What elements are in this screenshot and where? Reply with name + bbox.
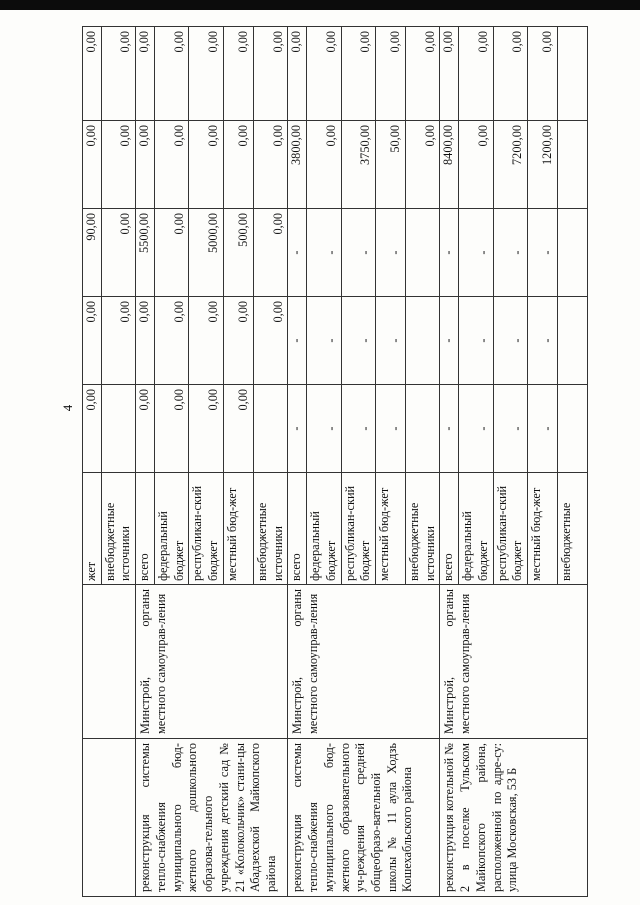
value-cell: 0,00 bbox=[459, 121, 493, 209]
value-cell: 0,00 bbox=[307, 121, 341, 209]
value-cell: - bbox=[307, 209, 341, 297]
value-cell: - bbox=[493, 209, 527, 297]
source-cell: местный бюд-жет bbox=[223, 473, 253, 585]
description-cell bbox=[83, 739, 136, 897]
value-cell: 500,00 bbox=[223, 209, 253, 297]
project-description: реконструкция системы тепло-снабжения муниципального бюд-жетного образовательного уч-реждения средней общеобразо-вательной школы № 11 аула Ходзь Кошехабльского района bbox=[288, 739, 440, 897]
value-cell bbox=[558, 209, 588, 297]
value-cell: 8400,00 bbox=[440, 121, 459, 209]
value-cell: - bbox=[288, 385, 307, 473]
funding-table bbox=[82, 26, 588, 897]
source-cell: республикан-ский бюджет bbox=[189, 473, 223, 585]
value-cell: - bbox=[528, 297, 558, 385]
value-cell: - bbox=[440, 209, 459, 297]
value-cell: 3800,00 bbox=[288, 121, 307, 209]
value-cell: 0,00 bbox=[459, 27, 493, 121]
value-cell: 0,00 bbox=[101, 121, 135, 209]
value-cell: 0,00 bbox=[253, 121, 287, 209]
value-cell: 0,00 bbox=[406, 121, 440, 209]
value-cell bbox=[558, 385, 588, 473]
value-cell: 0,00 bbox=[136, 121, 155, 209]
value-cell: 0,00 bbox=[83, 27, 102, 121]
value-cell: 0,00 bbox=[189, 121, 223, 209]
value-cell: 0,00 bbox=[136, 27, 155, 121]
rotated-page bbox=[58, 27, 636, 897]
source-cell: внебюджетные bbox=[558, 473, 588, 585]
value-cell: 0,00 bbox=[288, 27, 307, 121]
value-cell: 0,00 bbox=[154, 27, 188, 121]
value-cell: 0,00 bbox=[189, 297, 223, 385]
source-cell: федеральный бюджет bbox=[154, 473, 188, 585]
value-cell: 0,00 bbox=[101, 27, 135, 121]
value-cell: 0,00 bbox=[154, 297, 188, 385]
source-cell: жет bbox=[83, 473, 102, 585]
value-cell: 5000,00 bbox=[189, 209, 223, 297]
value-cell: 0,00 bbox=[154, 121, 188, 209]
source-cell: всего bbox=[288, 473, 307, 585]
value-cell: 3750,00 bbox=[341, 121, 375, 209]
value-cell: 90,00 bbox=[83, 209, 102, 297]
source-cell: всего bbox=[136, 473, 155, 585]
value-cell bbox=[558, 297, 588, 385]
value-cell: 0,00 bbox=[154, 385, 188, 473]
value-cell: 0,00 bbox=[253, 27, 287, 121]
value-cell: 0,00 bbox=[528, 27, 558, 121]
value-cell: - bbox=[459, 209, 493, 297]
value-cell bbox=[253, 385, 287, 473]
value-cell: 7200,00 bbox=[493, 121, 527, 209]
source-cell: федеральный бюджет bbox=[307, 473, 341, 585]
value-cell: - bbox=[440, 297, 459, 385]
value-cell: 0,00 bbox=[223, 27, 253, 121]
value-cell: - bbox=[440, 385, 459, 473]
value-cell: - bbox=[459, 385, 493, 473]
page-number: 4 bbox=[60, 404, 75, 412]
source-cell: внебюджетные источники bbox=[406, 473, 440, 585]
value-cell: 0,00 bbox=[253, 209, 287, 297]
value-cell: 0,00 bbox=[223, 297, 253, 385]
value-cell: - bbox=[307, 385, 341, 473]
value-cell: - bbox=[288, 209, 307, 297]
value-cell: 0,00 bbox=[189, 385, 223, 473]
executor-cell: Минстрой, органы местного самоуправ-ления bbox=[136, 585, 288, 739]
value-cell: - bbox=[341, 209, 375, 297]
value-cell bbox=[406, 297, 440, 385]
scan-top-border bbox=[0, 0, 640, 10]
value-cell: 0,00 bbox=[223, 121, 253, 209]
value-cell: 0,00 bbox=[376, 27, 406, 121]
value-cell: 5500,00 bbox=[136, 209, 155, 297]
project-description: реконструкция системы тепло-снабжения муниципального бюд-жетного дошкольного образова-тельного учреждения детский сад № 21 «Колокольчик» стани-цы Абадзехской Майкопского района bbox=[136, 739, 288, 897]
value-cell: 50,00 bbox=[376, 121, 406, 209]
source-cell: федеральный бюджет bbox=[459, 473, 493, 585]
value-cell: - bbox=[376, 297, 406, 385]
value-cell: - bbox=[493, 297, 527, 385]
source-cell: внебюджетные источники bbox=[101, 473, 135, 585]
value-cell: - bbox=[376, 209, 406, 297]
value-cell bbox=[406, 385, 440, 473]
value-cell bbox=[406, 209, 440, 297]
executor-cell bbox=[83, 585, 136, 739]
source-cell: республикан-ский бюджет bbox=[493, 473, 527, 585]
value-cell: 0,00 bbox=[154, 209, 188, 297]
value-cell: 0,00 bbox=[83, 297, 102, 385]
value-cell: 0,00 bbox=[189, 27, 223, 121]
value-cell: - bbox=[288, 297, 307, 385]
value-cell: - bbox=[493, 385, 527, 473]
value-cell: 1200,00 bbox=[528, 121, 558, 209]
table-row bbox=[136, 27, 155, 897]
value-cell: - bbox=[307, 297, 341, 385]
value-cell: 0,00 bbox=[493, 27, 527, 121]
table-row bbox=[288, 27, 307, 897]
source-cell: республикан-ский бюджет bbox=[341, 473, 375, 585]
source-cell: всего bbox=[440, 473, 459, 585]
value-cell bbox=[101, 385, 135, 473]
project-description: реконструкция котельной № 2 в поселке Тульском Майкопского района, расположенной по адре-су: улица Московская, 53 Б bbox=[440, 739, 588, 897]
value-cell: - bbox=[528, 385, 558, 473]
value-cell: 0,00 bbox=[223, 385, 253, 473]
table-row bbox=[83, 27, 102, 897]
source-cell: внебюджетные источники bbox=[253, 473, 287, 585]
value-cell: 0,00 bbox=[83, 121, 102, 209]
executor-cell: Минстрой, органы местного самоуправ-ления bbox=[440, 585, 588, 739]
value-cell: 0,00 bbox=[101, 297, 135, 385]
value-cell: 0,00 bbox=[136, 297, 155, 385]
table-row bbox=[440, 27, 459, 897]
value-cell: 0,00 bbox=[136, 385, 155, 473]
value-cell: - bbox=[459, 297, 493, 385]
value-cell: - bbox=[528, 209, 558, 297]
value-cell bbox=[558, 121, 588, 209]
value-cell bbox=[558, 27, 588, 121]
executor-cell: Минстрой, органы местного самоуправ-ления bbox=[288, 585, 440, 739]
source-cell: местный бюд-жет bbox=[376, 473, 406, 585]
value-cell: - bbox=[341, 385, 375, 473]
value-cell: - bbox=[341, 297, 375, 385]
source-cell: местный бюд-жет bbox=[528, 473, 558, 585]
value-cell: 0,00 bbox=[253, 297, 287, 385]
value-cell: 0,00 bbox=[440, 27, 459, 121]
value-cell: 0,00 bbox=[101, 209, 135, 297]
value-cell: 0,00 bbox=[406, 27, 440, 121]
value-cell: - bbox=[376, 385, 406, 473]
value-cell: 0,00 bbox=[83, 385, 102, 473]
value-cell: 0,00 bbox=[307, 27, 341, 121]
value-cell: 0,00 bbox=[341, 27, 375, 121]
